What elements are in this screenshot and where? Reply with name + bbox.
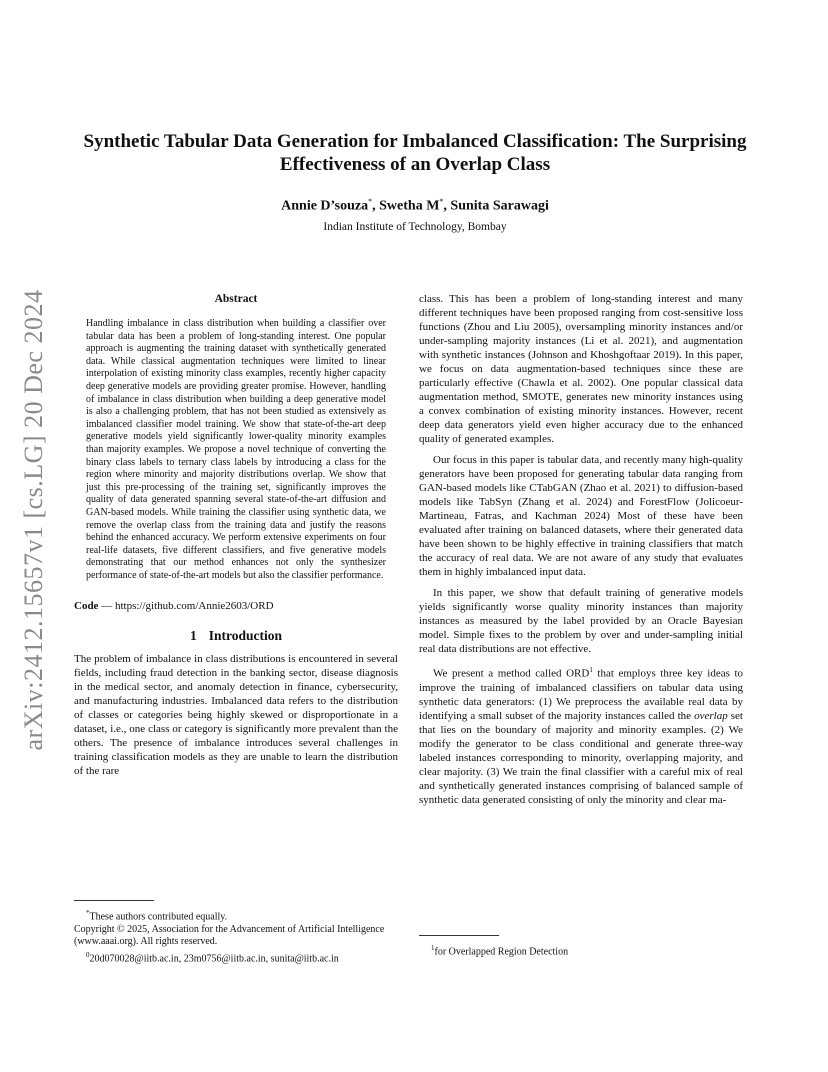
author-mark: * [439, 197, 444, 206]
author-mark: * [368, 197, 373, 206]
section-number: 1 [189, 628, 197, 644]
author-name: Annie D’souza [281, 198, 369, 214]
intro-paragraph-ord: We present a method called ORD$^1$ that employs three key ideas to improve the training of imbalanced classifiers on tabular data using synthetic data generators: (1) We preprocess the available real data by identifying a small subset of the majority instances called the overlap set that lies on the boundary of majority and minority examples. (2) We modify the generator to be class conditional and generate three-way labeled instances corresponding to minority, overlapping majority, and clear majority. (3) We train the final classifier with a careful mix of real and synthetically generated instances comprising of balanced sample of synthetic data generated consisting of only the minority and clear ma- [419, 666, 743, 806]
emphasized-term: overlap [694, 709, 728, 722]
intro-paragraph: class. This has been a problem of long-standing interest and many different techniques have been proposed ranging from cost-sensitive loss functions (Zhou and Liu 2005), oversampling minority instances and/or under-sampling majority instances (Li et al. 2021), and augmentation with synthetic instances (Johnson and Khoshgoftaar 2019). In this paper, we focus on data augmentation-based techniques since these are particularly effective (Chawla et al. 2002). One popular classical data augmentation method, SMOTE, generates new minority instances using a convex combination of existing minority instances. However, recent deep data generators yield even higher accuracy due to the enhanced quality of generated examples. [419, 293, 743, 445]
footnote-ref: 1 [589, 666, 593, 674]
section-heading-introduction [74, 629, 398, 643]
footnote-mark: 1 [431, 944, 435, 952]
right-footnotes [419, 935, 743, 959]
author-list [60, 197, 770, 215]
footnote-mark: * [86, 909, 90, 917]
code-link[interactable]: https://github.com/Annie2603/ORD [114, 600, 274, 613]
arxiv-stamp [8, 280, 60, 760]
author-name: Sunita Sarawagi [450, 198, 549, 214]
code-line [74, 599, 398, 613]
intro-paragraph: The problem of imbalance in class distributions is encountered in several fields, including fraud detection in the banking sector, disease diagnosis in the medical sector, and anomaly detection in finance, cybersecurity, and manufacturing industries. Imbalanced data refers to the distribution of classes or categories being highly skewed or disproportionate in a dataset, i.e., one class or category is significantly more prevalent than the others. The presence of imbalance introduces several challenges in training classification models as they are unable to learn the distribution of the rare [74, 653, 398, 778]
copyright-notice: Copyright © 2025, Association for the Advancement of Artificial Intelligence (www.aaai.org). All rights reserved. [74, 923, 385, 948]
author-separator: , [372, 198, 380, 214]
email-footnote: $^0$20d070028@iitb.ac.in, 23m0756@iitb.ac.in, sunita@iitb.ac.in [86, 950, 339, 965]
footnote-divider [74, 900, 154, 901]
author-name: Swetha M [379, 198, 440, 214]
footnote-divider [419, 935, 499, 936]
right-column [419, 292, 743, 807]
code-label: Code [74, 600, 99, 613]
author-separator: , [443, 198, 451, 214]
abstract-heading: Abstract [214, 293, 258, 305]
intro-paragraph: In this paper, we show that default training of generative models yields significantly worse quality minority instances than majority instances as measured by the label provided by an Oracle Bayesian model. Simple fixes to the problem by over and under-sampling initial real data distributions are not effective. [419, 587, 743, 655]
code-separator: — [98, 600, 115, 613]
arxiv-identifier: arXiv:2412.15657v1 [cs.LG] 20 Dec 2024 [19, 289, 48, 751]
ord-footnote: $^1$for Overlapped Region Detection [431, 944, 569, 958]
equal-contribution-footnote: *These authors contributed equally. [86, 909, 228, 923]
abstract-text: Handling imbalance in class distribution when building a classifier over tabular data has been a problem of long-standing interest. One popular approach is augmenting the training dataset with synthetically generated data. While classical augmentation techniques were limited to linear interpolation of existing minority class examples, recently higher capacity deep generative models are providing greater promise. However, handling of imbalance in class distribution when building a deep generative model is also a challenging problem, that has not been studied as extensively as imbalanced classifier model training. We show that state-of-the-art deep generative models yield significantly lower-quality minority examples than majority examples. We propose a novel technique of converting the binary class labels to ternary class labels by introducing a class for the region where minority and majority distributions overlap. We show that just this pre-processing of the training set, significantly improves the quality of data generated spanning several state-of-the-art diffusion and GAN-based models. While training the classifier using synthetic data, we remove the overlap class from the training data and justify the reasons behind the enhanced accuracy. We perform extensive experiments on four real-life datasets, five different classifiers, and five generative models demonstrating that our method enhances not only the synthesizer performance of state-of-the-art models but also the classifier performance. [86, 318, 386, 581]
intro-paragraph: Our focus in this paper is tabular data, and recently many high-quality generators have been proposed for generating tabular data ranging from GAN-based models like CTabGAN (Zhao et al. 2021) to diffusion-based models like TabSyn (Zhang et al. 2024) and ForestFlow (Jolicoeur-Martineau, Fatras, and Kachman 2024) Most of these have been evaluated after training on balanced datasets, where their generated data have been shown to be highly effective in training classifiers that match the accuracy of real data. We are not aware of any study that evaluates them in highly imbalanced input data. [419, 454, 743, 578]
paper-title: Synthetic Tabular Data Generation for Imbalanced Classification: The Surprising Effectiveness of an Overlap Class [83, 131, 747, 175]
footnote-mark: 0 [86, 950, 90, 959]
left-footnotes [74, 900, 398, 966]
affiliation: Indian Institute of Technology, Bombay [323, 221, 507, 233]
section-title: Introduction [208, 628, 283, 644]
left-column [74, 292, 398, 778]
